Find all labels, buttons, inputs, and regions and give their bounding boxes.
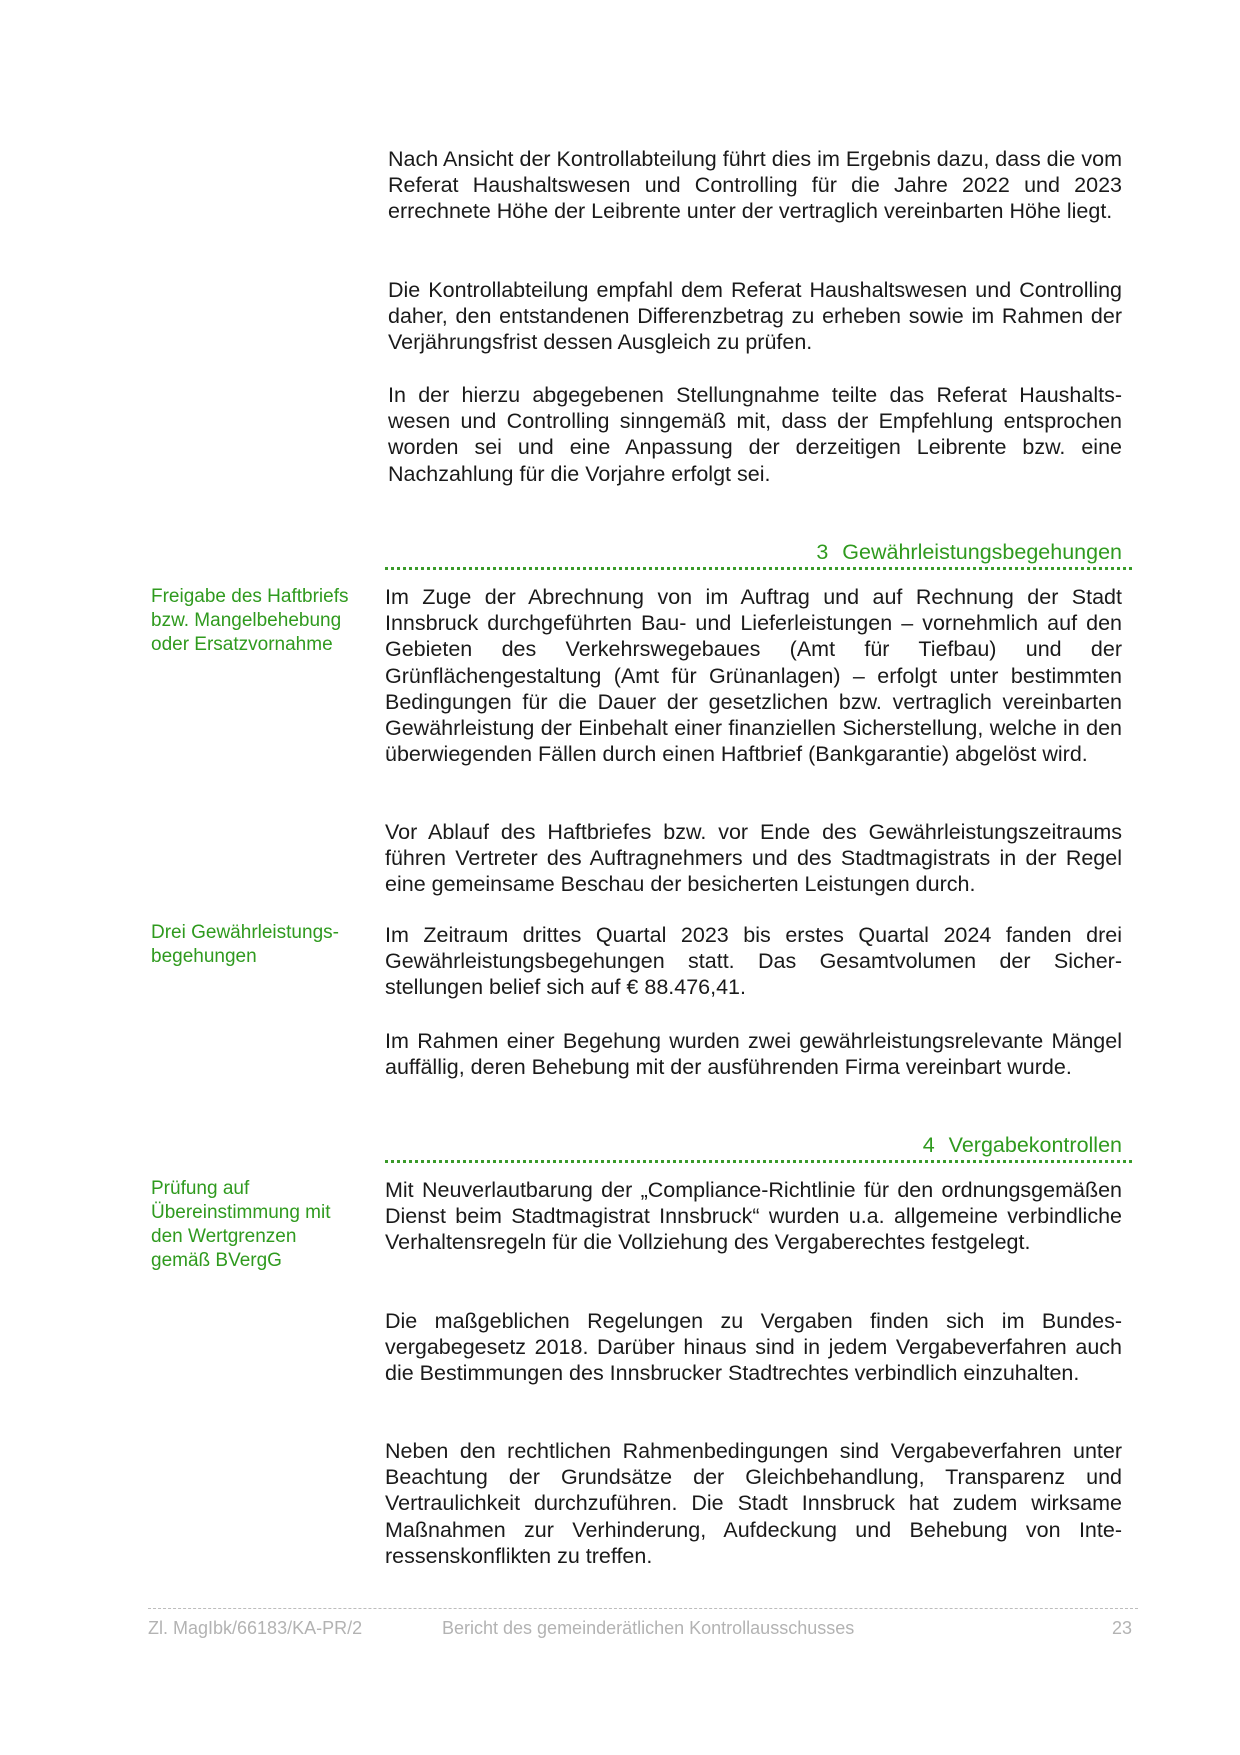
- footer-report-title: Bericht des gemeinderätlichen Kontrollausschusses: [442, 1618, 855, 1638]
- section-4-title: Vergabekontrollen: [948, 1133, 1122, 1157]
- section-3-paragraph-4: Im Rahmen einer Begehung wurden zwei gewährleistungsrelevante Mängel auffällig, deren Behebung mit der ausführenden Firma vereinbart wurde.: [385, 1029, 1122, 1080]
- section-4-heading: [385, 1131, 1122, 1159]
- section-3-heading: [385, 538, 1122, 566]
- footer-divider: [148, 1608, 1138, 1609]
- section-4-paragraph-1: Mit Neuverlautbarung der „Compliance-Richtlinie für den ordnungsgemäßen Dienst beim Stadtmagistrat Innsbruck“ wurden u.a. allgemeine verbindliche Verhaltensregeln für die Vollziehung des Vergaberechtes festgelegt.: [385, 1178, 1122, 1255]
- section-3-number: 3: [816, 540, 829, 564]
- section-4-divider: [385, 1160, 1132, 1163]
- paragraph-recommendation: Die Kontrollabteilung empfahl dem Referat Haushaltswesen und Controlling daher, den entstandenen Differenzbetrag zu erheben sowie im Rahmen der Verjährungsfrist dessen Ausgleich zu prüfen.: [388, 278, 1122, 355]
- section-4-paragraph-2: Die maßgeblichen Regelungen zu Vergaben finden sich im Bundesvergabegesetz 2018. Darüber hinaus sind in jedem Vergabeverfahren auch die Bestimmungen des Innsbrucker Stadtrechtes verbindlich einzuhalten.: [385, 1309, 1122, 1386]
- footer-page-number: 23: [1111, 1618, 1132, 1638]
- section-3-title: Gewährleistungsbegehungen: [842, 540, 1122, 564]
- side-note-haftbrief: Freigabe des Haftbriefs bzw. Mangelbehebung oder Ersatzvornahme: [151, 586, 349, 655]
- footer-reference: Zl. MagIbk/66183/KA-PR/2: [148, 1618, 363, 1638]
- section-3-paragraph-2: Vor Ablauf des Haftbriefes bzw. vor Ende des Gewährleistungszeitraums führen Vertreter des Auftragnehmers und des Stadtmagistrats in der Regel eine gemeinsame Beschau der besicherten Leistungen durch.: [385, 820, 1122, 897]
- section-3-divider: [385, 567, 1132, 570]
- paragraph-leibrente-result: Nach Ansicht der Kontrollabteilung führt dies im Ergebnis dazu, dass die vom Referat Haushaltswesen und Controlling für die Jahre 2022 und 2023 errechnete Höhe der Leibrente unter der vertraglich vereinbarten Höhe liegt.: [388, 147, 1122, 224]
- section-4-paragraph-3: Neben den rechtlichen Rahmenbedingungen sind Vergabeverfahren unter Beachtung der Grundsätze der Gleichbehandlung, Transparenz und Vertraulichkeit durchzuführen. Die Stadt Innsbruck hat zudem wirksame Maßnahmen zur Verhinderung, Aufdeckung und Behebung von Interessenskonflikten zu treffen.: [385, 1439, 1122, 1568]
- section-4-number: 4: [922, 1133, 935, 1157]
- side-note-drei-begehungen: Drei Gewährleistungsbegehungen: [151, 922, 339, 967]
- section-3-paragraph-3: Im Zeitraum drittes Quartal 2023 bis erstes Quartal 2024 fanden drei Gewährleistungsbegehungen statt. Das Gesamtvolumen der Sicherstellungen belief sich auf € 88.476,41.: [385, 923, 1122, 1000]
- section-3-paragraph-1: Im Zuge der Abrechnung von im Auftrag und auf Rechnung der Stadt Innsbruck durchgeführten Bau- und Lieferleistungen – vornehmlich auf den Gebieten des Verkehrswegebaues (Amt für Tiefbau) und der Grünflächengestaltung (Amt für Grünanlagen) – erfolgt unter bestimmten Bedingungen für die Dauer der gesetzlichen bzw. vertraglich vereinbarten Gewährleistung der Einbehalt einer finanziellen Sicherstellung, welche in den überwiegenden Fällen durch einen Haftbrief (Bankgarantie) abgelöst wird.: [385, 585, 1122, 767]
- side-note-wertgrenzen: Prüfung auf Übereinstimmung mit den Wertgrenzen gemäß BVergG: [151, 1178, 331, 1271]
- paragraph-statement: In der hierzu abgegebenen Stellungnahme teilte das Referat Haushaltswesen und Controlling sinngemäß mit, dass der Empfehlung entsprochen worden sei und eine Anpassung der derzeitigen Leibrente bzw. eine Nachzahlung für die Vorjahre erfolgt sei.: [388, 383, 1122, 486]
